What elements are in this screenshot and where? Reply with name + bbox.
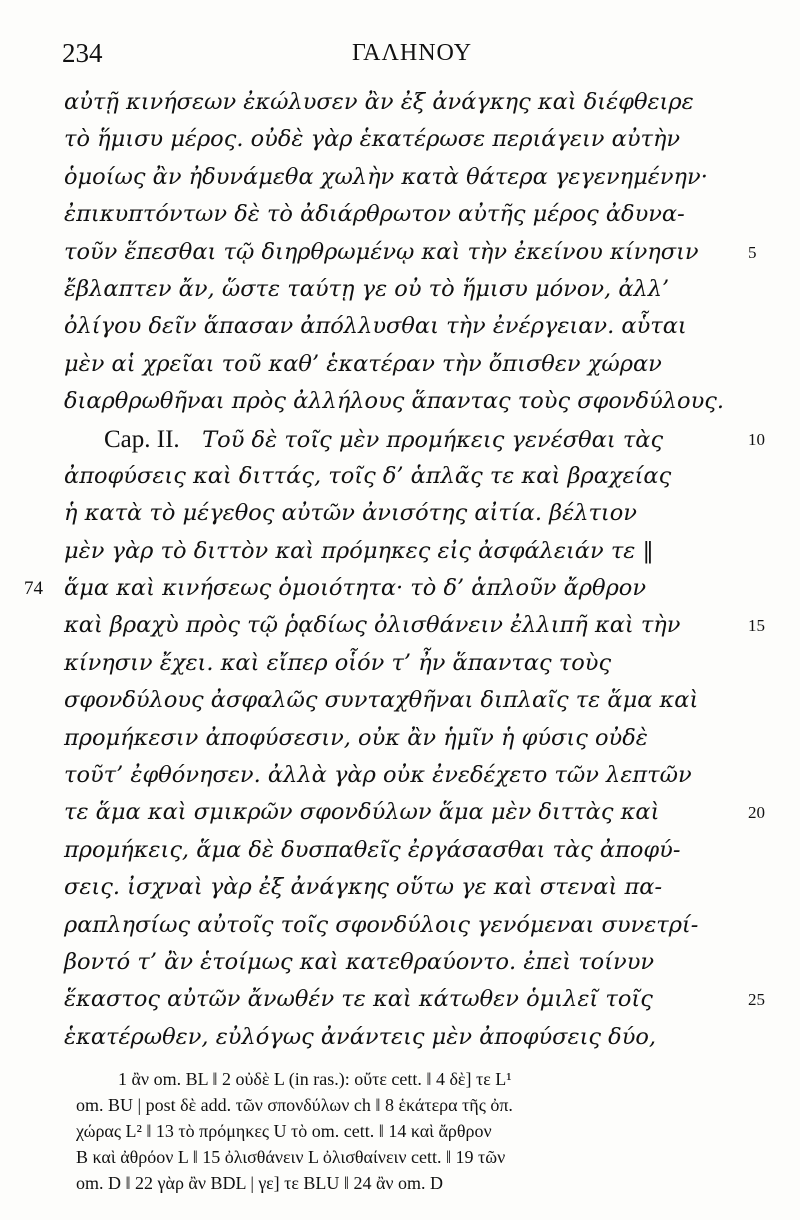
- text-line: [0, 607, 800, 644]
- line-number: 10: [748, 429, 765, 449]
- margin-page-reference: 74: [24, 578, 43, 600]
- text-line: [0, 570, 800, 607]
- text-line: [0, 794, 800, 831]
- line-text: ἑκατέρωθεν, εὐλόγως ἀνάντεις μὲν ἀποφύσεις δύο,: [64, 1023, 657, 1050]
- line-number: 15: [748, 616, 765, 636]
- text-line: [0, 944, 800, 981]
- footnote-line: 1 ἂν om. BL ‖ 2 οὐδὲ L (in ras.): οὔτε cett. ‖ 4 δὲ] τε L¹: [118, 1069, 512, 1089]
- main-text: [0, 84, 800, 1056]
- text-line: [0, 196, 800, 233]
- text-line: [0, 682, 800, 719]
- critical-apparatus: [76, 1066, 776, 1196]
- text-line: [0, 832, 800, 869]
- text-line: [0, 271, 800, 308]
- text-line: [0, 495, 800, 532]
- text-line: [0, 234, 800, 271]
- footnote-line: χώρας L² ‖ 13 τὸ πρόμηκες U τὸ om. cett. ‖ 14 καὶ ἄρθρον: [76, 1121, 492, 1141]
- text-line: [0, 308, 800, 345]
- line-text: ἐπικυπτόντων δὲ τὸ ἀδιάρθρωτον αὐτῆς μέρος ἀδυνα-: [64, 201, 685, 228]
- line-text: τε ἅμα καὶ σμικρῶν σφονδύλων ἅμα μὲν διττὰς καὶ: [64, 799, 660, 826]
- line-text: αὐτῇ κινήσεων ἐκώλυσεν ἂν ἐξ ἀνάγκης καὶ διέφθειρε: [64, 89, 694, 115]
- text-line: [0, 720, 800, 757]
- text-line: [0, 533, 800, 570]
- text-line: [0, 757, 800, 794]
- text-line: [0, 383, 800, 420]
- footnote-line: om. D ‖ 22 γὰρ ἂν BDL | γε] τε BLU ‖ 24 ἂν om. D: [76, 1173, 444, 1193]
- line-text: καὶ βραχὺ πρὸς τῷ ῥᾳδίως ὀλισθάνειν ἐλλιπῆ καὶ τὴν: [64, 612, 681, 639]
- line-text: διαρθρωθῆναι πρὸς ἀλλήλους ἅπαντας τοὺς σφονδύλους.: [64, 388, 725, 415]
- text-line: [0, 159, 800, 196]
- line-number: 20: [748, 803, 765, 823]
- chapter-heading: Cap. II.: [104, 425, 180, 453]
- line-text: ὁμοίως ἂν ἠδυνάμεθα χωλὴν κατὰ θάτερα γεγενημένην·: [64, 163, 708, 190]
- page-header: [62, 38, 760, 78]
- page-number: 234: [62, 38, 103, 68]
- text-line: [0, 421, 800, 458]
- text-line: [0, 458, 800, 495]
- line-text: σεις. ἰσχναὶ γὰρ ἐξ ἀνάγκης οὕτω γε καὶ στεναὶ πα-: [64, 874, 663, 901]
- line-text: ἕκαστος αὐτῶν ἄνωθέν τε καὶ κάτωθεν ὁμιλεῖ τοῖς: [64, 986, 653, 1013]
- text-line: [0, 869, 800, 906]
- line-text: τοῦν ἕπεσθαι τῷ διηρθρωμένῳ καὶ τὴν ἐκείνου κίνησιν: [64, 238, 699, 265]
- footnote-line: B καὶ ἀθρόον L ‖ 15 ὀλισθάνειν L ὀλισθαίνειν cett. ‖ 19 τῶν: [76, 1147, 506, 1167]
- line-text: Τοῦ δὲ τοῖς μὲν προμήκεις γενέσθαι τὰς: [202, 426, 664, 453]
- text-line: [0, 346, 800, 383]
- line-text: ἡ κατὰ τὸ μέγεθος αὐτῶν ἀνισότης αἰτία. βέλτιον: [64, 500, 637, 527]
- line-text: βοντό τ’ ἂν ἑτοίμως καὶ κατεθραύοντο. ἐπεὶ τοίνυν: [64, 948, 655, 975]
- running-title: ΓΑΛΗΝΟΥ: [352, 40, 473, 66]
- text-line: [0, 121, 800, 158]
- footnote-line: om. BU | post δὲ add. τῶν σπονδύλων ch ‖ 8 ἑκάτερα τῆς ὀπ.: [76, 1095, 513, 1115]
- line-text: προμήκεις, ἅμα δὲ δυσπαθεῖς ἐργάσασθαι τὰς ἀποφύ-: [64, 836, 681, 863]
- line-text: μὲν γὰρ τὸ διττὸν καὶ πρόμηκες εἰς ἀσφάλειάν τε ‖: [64, 537, 654, 564]
- line-text: μὲν αἱ χρεῖαι τοῦ καθ’ ἑκατέραν τὴν ὄπισθεν χώραν: [64, 350, 662, 377]
- line-text: τοῦτ’ ἐφθόνησεν. ἀλλὰ γὰρ οὐκ ἐνεδέχετο τῶν λεπτῶν: [64, 762, 692, 789]
- line-text: ἀποφύσεις καὶ διττάς, τοῖς δ’ ἁπλᾶς τε καὶ βραχείας: [64, 462, 672, 489]
- line-text: προμήκεσιν ἀποφύσεσιν, οὐκ ἂν ἡμῖν ἡ φύσις οὐδὲ: [64, 724, 648, 751]
- text-line: [0, 1019, 800, 1056]
- line-text: σφονδύλους ἀσφαλῶς συνταχθῆναι διπλαῖς τε ἅμα καὶ: [64, 687, 699, 714]
- chapter-line: [104, 421, 663, 459]
- line-text: ἔβλαπτεν ἄν, ὥστε ταύτῃ γε οὐ τὸ ἥμισυ μόνον, ἀλλ’: [64, 275, 670, 302]
- line-number: 25: [748, 990, 765, 1010]
- line-text: τὸ ἥμισυ μέρος. οὐδὲ γὰρ ἑκατέρωσε περιάγειν αὐτὴν: [64, 126, 681, 153]
- text-line: [0, 907, 800, 944]
- line-text: ἅμα καὶ κινήσεως ὁμοιότητα· τὸ δ’ ἁπλοῦν ἄρθρον: [64, 575, 647, 602]
- line-text: ὀλίγου δεῖν ἅπασαν ἀπόλλυσθαι τὴν ἐνέργειαν. αὗται: [64, 313, 687, 340]
- line-text: ραπλησίως αὐτοῖς τοῖς σφονδύλοις γενόμεναι συνετρί-: [64, 911, 699, 938]
- text-line: [0, 981, 800, 1018]
- text-line: [0, 645, 800, 682]
- line-number: 5: [748, 242, 757, 262]
- text-line: [0, 84, 800, 121]
- line-text: κίνησιν ἔχει. καὶ εἴπερ οἷόν τ’ ἦν ἅπαντας τοὺς: [64, 649, 612, 676]
